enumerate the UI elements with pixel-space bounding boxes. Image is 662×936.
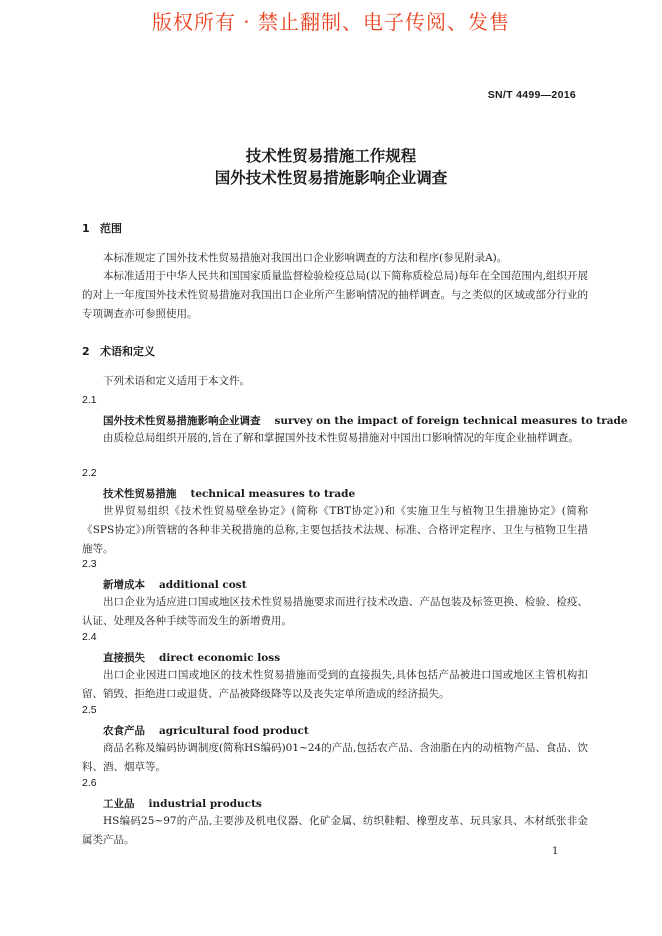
term-english: industrial products	[148, 798, 262, 810]
term-definition: 出口企业为适应进口国或地区技术性贸易措施要求而进行技术改造、产品包装及标签更换、检验、检疫、认证、处理及各种手续等而发生的新增费用。	[82, 596, 588, 627]
term-entry	[103, 650, 280, 665]
section-number: 1	[82, 222, 90, 235]
clause-number: 2.5	[82, 704, 97, 716]
term-chinese: 国外技术性贸易措施影响企业调查	[103, 415, 261, 427]
copyright-watermark: 版权所有 · 禁止翻制、电子传阅、发售	[151, 10, 511, 34]
section-title: 范围	[100, 222, 122, 235]
term-entry	[103, 486, 355, 501]
clause-number: 2.1	[82, 394, 97, 406]
section-title: 术语和定义	[100, 345, 155, 358]
term-english: direct economic loss	[159, 652, 281, 664]
term-definition: 出口企业因进口国或地区的技术性贸易措施而受到的直接损失,具体包括产品被进口国或地区主管机构扣留、销毁、拒绝进口或退货、产品被降级降等以及丧失定单所造成的经济损失。	[82, 669, 588, 700]
term-definition: 由质检总局组织开展的,旨在了解和掌握国外技术性贸易措施对中国出口影响情况的年度企业抽样调查。	[103, 432, 579, 444]
term-english: additional cost	[159, 579, 247, 591]
term-entry	[103, 796, 262, 811]
section-2-heading	[82, 343, 155, 359]
terms-intro: 下列术语和定义适用于本文件。	[103, 375, 250, 387]
term-chinese: 农食产品	[103, 725, 145, 737]
clause-number: 2.4	[82, 631, 97, 643]
term-english: technical measures to trade	[190, 488, 356, 500]
term-entry	[103, 413, 628, 428]
document-title-line1: 技术性贸易措施工作规程	[245, 147, 417, 165]
term-chinese: 技术性贸易措施	[103, 488, 177, 500]
term-chinese: 新增成本	[103, 579, 145, 591]
document-title-line2: 国外技术性贸易措施影响企业调查	[214, 169, 448, 187]
term-entry	[103, 577, 247, 592]
section-1-heading	[82, 220, 122, 236]
section-number: 2	[82, 345, 90, 358]
term-definition: 商品名称及编码协调制度(简称HS编码)01~24的产品,包括农产品、含油脂在内的动植物产品、食品、饮料、酒、烟草等。	[82, 742, 588, 773]
term-english: agricultural food product	[159, 725, 309, 737]
scope-paragraph-2: 本标准适用于中华人民共和国国家质量监督检验检疫总局(以下简称质检总局)每年在全国范围内,组织开展的对上一年度国外技术性贸易措施对我国出口企业所产生影响情况的抽样调查。与之类似的区域或部分行业的专项调查亦可参照使用。	[82, 270, 588, 320]
clause-number: 2.6	[82, 777, 97, 789]
clause-number: 2.2	[82, 467, 97, 479]
clause-number: 2.3	[82, 558, 97, 570]
term-entry	[103, 723, 309, 738]
standard-code: SN/T 4499—2016	[487, 89, 576, 101]
term-chinese: 工业品	[103, 798, 135, 810]
term-english: survey on the impact of foreign technical measures to trade	[274, 415, 628, 427]
term-chinese: 直接损失	[103, 652, 145, 664]
term-definition: 世界贸易组织《技术性贸易壁垒协定》(简称《TBT协定》)和《实施卫生与植物卫生措施协定》(简称《SPS协定》)所管辖的各种非关税措施的总称,主要包括技术法规、标准、合格评定程序、卫生与植物卫生措施等。	[82, 505, 588, 555]
term-definition: HS编码25~97的产品,主要涉及机电仪器、化矿金属、纺织鞋帽、橡塑皮革、玩具家具、木材纸张非金属类产品。	[82, 815, 588, 846]
scope-paragraph-1: 本标准规定了国外技术性贸易措施对我国出口企业影响调查的方法和程序(参见附录A)。	[103, 252, 508, 264]
page-number: 1	[552, 846, 559, 857]
